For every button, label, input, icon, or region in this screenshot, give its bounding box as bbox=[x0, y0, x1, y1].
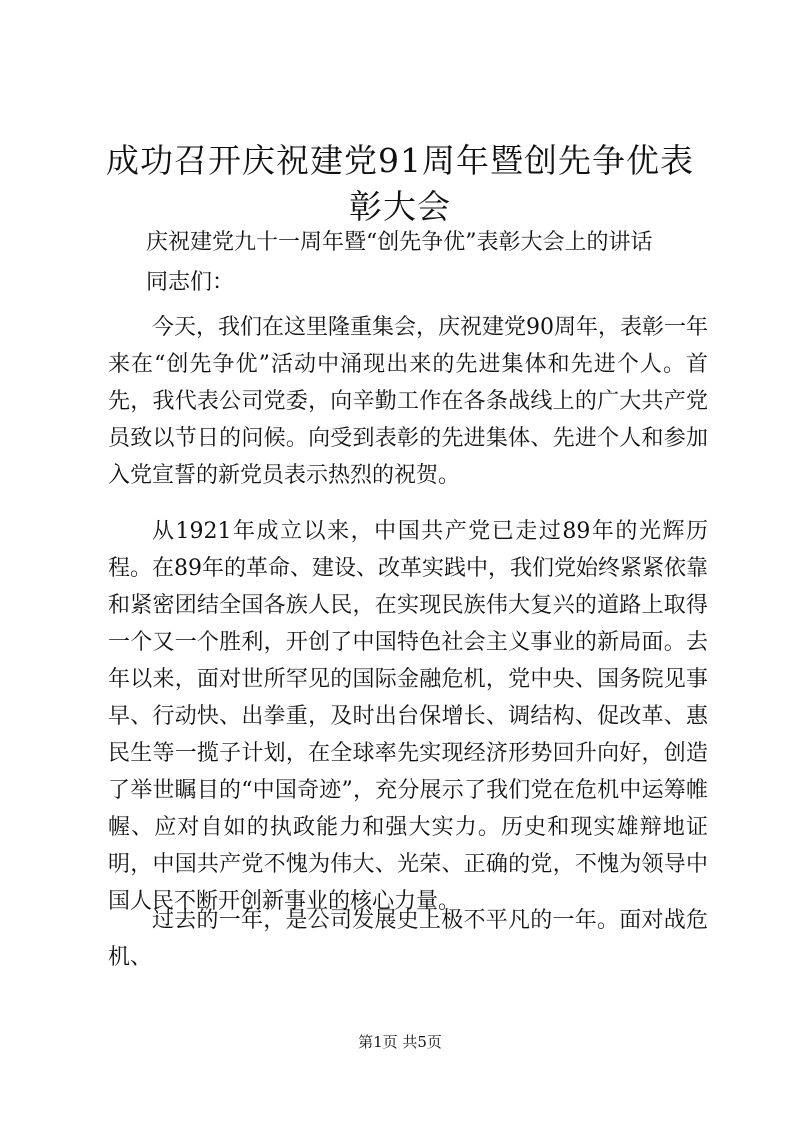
paragraph-3: 过去的一年，是公司发展史上极不平凡的一年。面对战危机、 bbox=[108, 908, 708, 970]
document-title: 成功召开庆祝建党91周年暨创先争优表彰大会 bbox=[106, 141, 694, 226]
salutation: 同志们： bbox=[146, 270, 235, 295]
speech-subtitle: 庆祝建党九十一周年暨“创先争优”表彰大会上的讲话 bbox=[146, 230, 653, 255]
paragraph-2: 从1921年成立以来，中国共产党已走过89年的光辉历程。在89年的革命、建设、改革实践中，我们党始终紧紧依靠和紧密团结全国各族人民，在实现民族伟大复兴的道路上取得一个又一个胜利，开创了中国特色社会主义事业的新局面。去年以来，面对世所罕见的国际金融危机，党中央、国务院见事早、行动快、出拳重，及时出台保增长、调结构、促改革、惠民生等一揽子计划，在全球率先实现经济形势回升向好，创造了举世瞩目的“中国奇迹”，充分展示了我们党在危机中运筹帷幄、应对自如的执政能力和强大实力。历史和现实雄辩地证明，中国共产党不愧为伟大、光荣、正确的党，不愧为领导中国人民不断开创新事业的核心力量。 bbox=[108, 519, 708, 914]
paragraph-1: 今天，我们在这里隆重集会，庆祝建党90周年，表彰一年来在“创先争优”活动中涌现出来的先进集体和先进个人。首先，我代表公司党委，向辛勤工作在各条战线上的广大共产党员致以节日的问候。向受到表彰的先进集体、先进个人和参加入党宣誓的新党员表示热烈的祝贺。 bbox=[108, 315, 708, 488]
page-number-footer: 第1页 共5页 bbox=[358, 1033, 442, 1051]
